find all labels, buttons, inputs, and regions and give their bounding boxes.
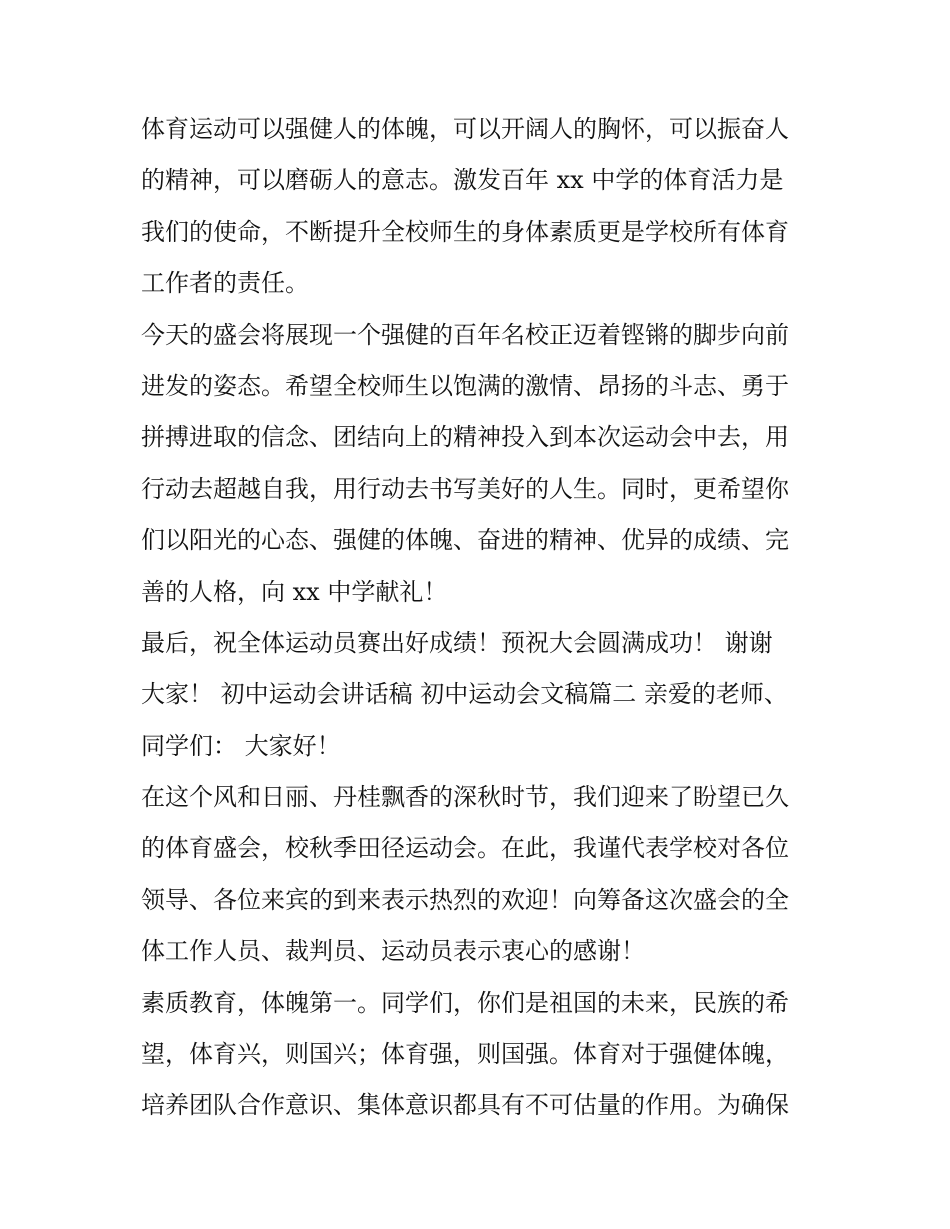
text-line: 工作者的责任。 — [141, 269, 309, 298]
text-line: 在这个风和日丽、丹桂飘香的深秋时节，我们迎来了盼望已久 — [141, 783, 789, 812]
text-line: 善的人格，向 xx 中学献礼！ — [141, 577, 448, 606]
text-line: 们以阳光的心态、强健的体魄、奋进的精神、优异的成绩、完 — [141, 526, 789, 555]
document-body — [141, 104, 813, 1132]
text-line: 最后，祝全体运动员赛出好成绩！预祝大会圆满成功！ 谢谢 — [141, 628, 773, 657]
text-line: 我们的使命，不断提升全校师生的身体素质更是学校所有体育 — [141, 217, 789, 246]
text-line: 行动去超越自我，用行动去书写美好的人生。同时，更希望你 — [141, 474, 789, 503]
text-line: 体工作人员、裁判员、运动员表示衷心的感谢！ — [141, 937, 645, 966]
text-line: 素质教育，体魄第一。同学们，你们是祖国的未来，民族的希 — [141, 988, 789, 1017]
text-line: 体育运动可以强健人的体魄，可以开阔人的胸怀，可以振奋人 — [141, 115, 789, 143]
text-line: 大家！ 初中运动会讲话稿 初中运动会文稿篇二 亲爱的老师、 — [141, 680, 788, 709]
text-line: 领导、各位来宾的到来表示热烈的欢迎！向筹备这次盛会的全 — [141, 885, 789, 914]
text-line: 的体育盛会，校秋季田径运动会。在此，我谨代表学校对各位 — [141, 834, 789, 863]
text-line: 拼搏进取的信念、团结向上的精神投入到本次运动会中去，用 — [141, 423, 789, 452]
text-line: 培养团队合作意识、集体意识都具有不可估量的作用。为确保 — [141, 1091, 789, 1120]
text-line: 今天的盛会将展现一个强健的百年名校正迈着铿锵的脚步向前 — [141, 320, 789, 349]
text-line: 的精神，可以磨砺人的意志。激发百年 xx 中学的体育活力是 — [141, 166, 784, 195]
text-line: 望，体育兴，则国兴；体育强，则国强。体育对于强健体魄， — [141, 1040, 789, 1069]
text-line: 同学们： 大家好！ — [141, 731, 341, 760]
text-line: 进发的姿态。希望全校师生以饱满的激情、昂扬的斗志、勇于 — [141, 371, 789, 400]
